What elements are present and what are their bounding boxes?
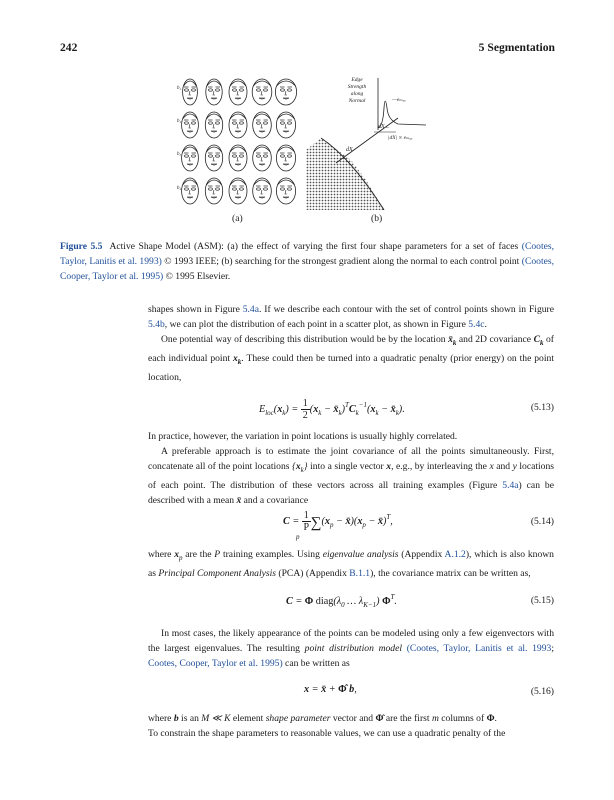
figure-link[interactable]: 5.4a bbox=[242, 304, 259, 315]
paragraph-7: where b is an M ≪ K element shape parameter vector and Φ̂ are the first m columns of Φ. To constrain the shape parameters to reasonable values, we can use a quadratic penalty of the bbox=[148, 713, 506, 739]
face-sketch bbox=[205, 145, 222, 171]
figure-panel-a bbox=[176, 75, 306, 210]
paragraph-6: In most cases, the likely appearance of the points can be modeled using only a few eigenvectors with the largest eigenvalues. The resulting point distribution model (Cootes, Taylor, Lanitis et al. 1993; Cootes, Cooper, Taylor et al. 1995) can be written as bbox=[148, 628, 554, 669]
figure-link[interactable]: 5.4c bbox=[468, 319, 485, 330]
citation-link[interactable]: Cootes, Cooper, Taylor et al. 1995) bbox=[148, 658, 283, 669]
figure-panel-b bbox=[306, 58, 456, 210]
equation-number: (5.16) bbox=[530, 686, 554, 697]
face-sketch bbox=[252, 79, 272, 105]
edge-strength-label: Edge Strength along Normal bbox=[347, 77, 367, 104]
row-label-b4: b₄ bbox=[177, 186, 182, 191]
figure-link[interactable]: 5.4b bbox=[148, 319, 165, 330]
caption-label: Figure 5.5 bbox=[60, 241, 103, 252]
panel-a-label: (a) bbox=[232, 213, 243, 224]
equation-number: (5.13) bbox=[530, 402, 554, 413]
face-sketch bbox=[276, 112, 295, 138]
dx-formula: |dX| ∝ eₘₐₓ bbox=[388, 135, 413, 141]
face-sketch bbox=[276, 145, 295, 171]
sum-index: p bbox=[296, 533, 300, 541]
equation-5-16: x = x̄ + Φ̂ b, bbox=[304, 684, 357, 695]
face-sketch bbox=[229, 112, 247, 138]
paragraph-1: shapes shown in Figure 5.4a. If we describe each contour with the set of control points shown in Figure 5.4b, we can plot the distribution of each point in a scatter plot, as shown in Figure 5.4c. One potential way of describing this distribution would be by the location $x̄_k$ and 2D covariance $C_k$ of each individual point $x_k$. These could then be turned into a quadratic penalty (prior energy) on the point location, bbox=[148, 304, 554, 383]
face-sketch bbox=[253, 145, 272, 171]
face-sketch bbox=[275, 79, 296, 105]
face-sketch bbox=[229, 178, 247, 204]
equation-number: (5.14) bbox=[530, 516, 554, 527]
emax-label: —eₘₐₓ bbox=[392, 97, 406, 103]
equation-5-15: C = Φ $diag(\lambda_0$ … $\lambda_{K-1}$) $\Phi^T$. bbox=[286, 593, 397, 609]
caption-text: Active Shape Model (ASM): (a) the effect of varying the first four shape parameters for a set of faces bbox=[109, 241, 522, 252]
face-sketch bbox=[229, 79, 247, 105]
face-sketch bbox=[182, 145, 199, 171]
equation-number: (5.15) bbox=[530, 595, 554, 606]
dx-label: dX← bbox=[378, 124, 391, 130]
shaded-region bbox=[306, 138, 384, 210]
face-sketch bbox=[182, 178, 199, 204]
face-sketch bbox=[205, 178, 222, 204]
face-sketch bbox=[206, 79, 222, 105]
dx-small-label: dX bbox=[346, 147, 353, 153]
figure-link[interactable]: 5.4a bbox=[502, 480, 519, 491]
face-sketch bbox=[276, 178, 295, 204]
face-sketch bbox=[205, 112, 222, 138]
face-sketch bbox=[182, 112, 199, 138]
equation-5-13: $E_{loc}(x_k)$ = $\frac{1}{2}$ ($x_k$ − $x̄_k)^TC_k^{-1}(x_k$ − $x̄_k$). bbox=[259, 398, 405, 421]
face-sketch bbox=[183, 79, 198, 105]
paragraph-5: where $x_p$ are the P training examples. Using eigenvalue analysis (Appendix A.1.2), which is also known as Principal Component Analysis (PCA) (Appendix B.1.1), the covariance matrix can be written as, bbox=[148, 549, 554, 579]
paragraph-3: In practice, however, the variation in point locations is usually highly correlated. A preferable approach is to estimate the joint covariance of all the points simultaneously. First, concatenate all of the point locations $\{x_k\}$ into a single vector x, e.g., by interleaving the x and y locations of each point. The distribution of these vectors across all training examples (Figure 5.4a) can be described with a mean x̄ and a covariance bbox=[148, 431, 555, 506]
caption-text: © 1995 Elsevier. bbox=[163, 271, 231, 282]
row-label-b3: b₃ bbox=[177, 152, 182, 157]
citation-link[interactable]: (Cootes, Taylor, Lanitis et al. 1993 bbox=[406, 643, 552, 654]
face-sketch bbox=[253, 178, 272, 204]
caption-cite-2[interactable]: (Cootes, Cooper, Taylor et al. 1995) bbox=[60, 256, 554, 282]
caption-cite-1[interactable]: (Cootes, Taylor, Lanitis et al. 1993) bbox=[60, 241, 554, 267]
caption-text: © 1993 IEEE; (b) searching for the strongest gradient along the normal to each control point bbox=[161, 256, 522, 267]
page-number: 242 bbox=[60, 41, 78, 54]
panel-b-label: (b) bbox=[371, 213, 383, 224]
row-label-b2: b₂ bbox=[177, 119, 182, 124]
row-label-b1: b₁ bbox=[177, 86, 182, 91]
figure-caption bbox=[60, 239, 554, 284]
chapter-title: 5 Segmentation bbox=[478, 41, 555, 54]
appendix-link[interactable]: A.1.2 bbox=[444, 549, 466, 560]
equation-5-14: C = $\frac{1}{P}$ $\sum(x_p$ − $x̄)(x_p$ − x̄)$^T$, bbox=[283, 510, 393, 533]
appendix-link[interactable]: B.1.1 bbox=[349, 568, 371, 579]
face-sketch bbox=[229, 145, 247, 171]
face-sketch bbox=[253, 112, 272, 138]
